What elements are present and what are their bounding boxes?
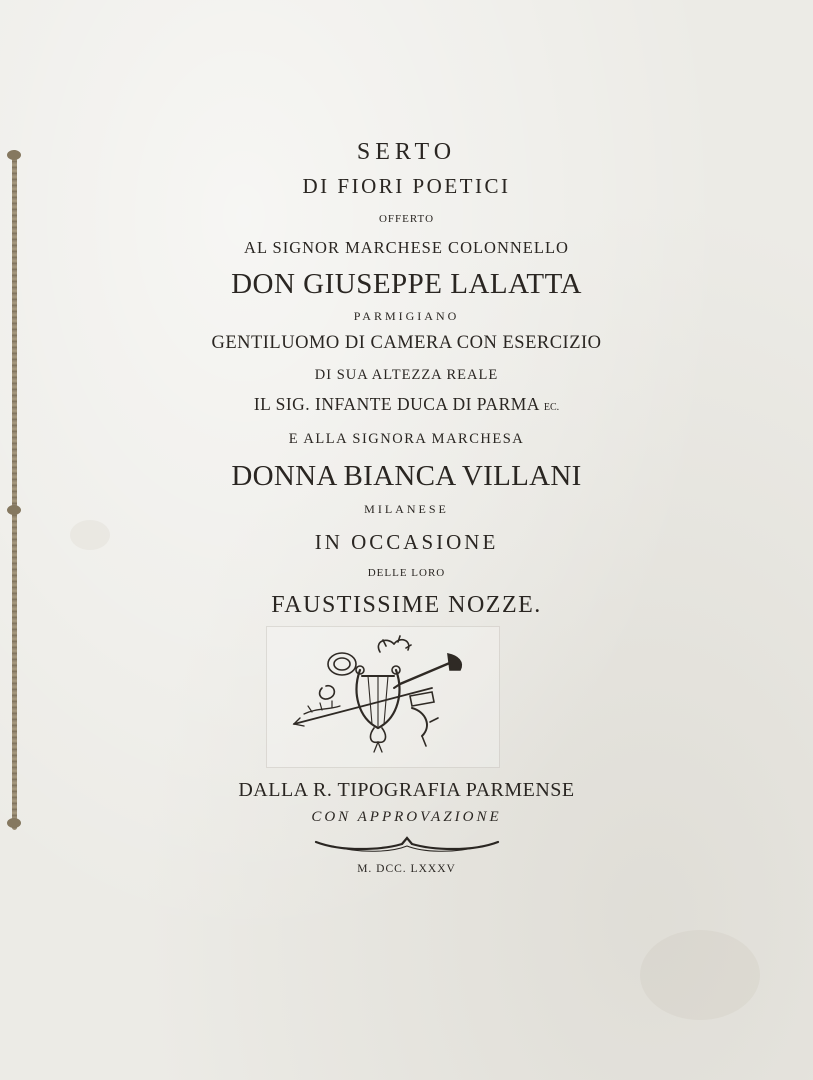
line-infante-duca	[0, 396, 813, 414]
infante-ec: EC.	[543, 402, 560, 413]
line-al-signor: AL SIGNOR MARCHESE COLONNELLO	[244, 238, 569, 257]
imprint-publisher: DALLA R. TIPOGRAFIA PARMENSE	[238, 779, 575, 801]
infante-text: IL SIG. INFANTE DUCA DI PARMA	[253, 394, 539, 414]
imprint-year: M. DCC. LXXXV	[357, 863, 456, 875]
line-in-occasione: IN OCCASIONE	[314, 530, 499, 554]
line-milanese: MILANESE	[364, 502, 449, 516]
lyre-trumpet-vignette-icon	[282, 632, 482, 756]
line-parmigiano: PARMIGIANO	[353, 309, 460, 323]
title-fiori-poetici: DI FIORI POETICI	[302, 174, 511, 198]
dedicatee-groom: DON GIUSEPPE LALATTA	[231, 268, 582, 300]
line-signora-marchesa: E ALLA SIGNORA MARCHESA	[288, 431, 525, 447]
imprint-approval: CON APPROVAZIONE	[311, 809, 502, 825]
dedicatee-bride: DONNA BIANCA VILLANI	[231, 460, 582, 492]
line-gentiluomo: GENTILUOMO DI CAMERA CON ESERCIZIO	[211, 333, 602, 353]
line-altezza-reale: DI SUA ALTEZZA REALE	[314, 367, 499, 383]
paper-stain	[640, 930, 760, 1020]
line-delle-loro: DELLE LORO	[367, 567, 446, 579]
typographic-flourish-icon	[312, 834, 502, 856]
line-faustissime-nozze: FAUSTISSIME NOZZE.	[271, 592, 542, 618]
title-serto: SERTO	[356, 139, 457, 165]
line-offerto: OFFERTO	[378, 213, 435, 225]
